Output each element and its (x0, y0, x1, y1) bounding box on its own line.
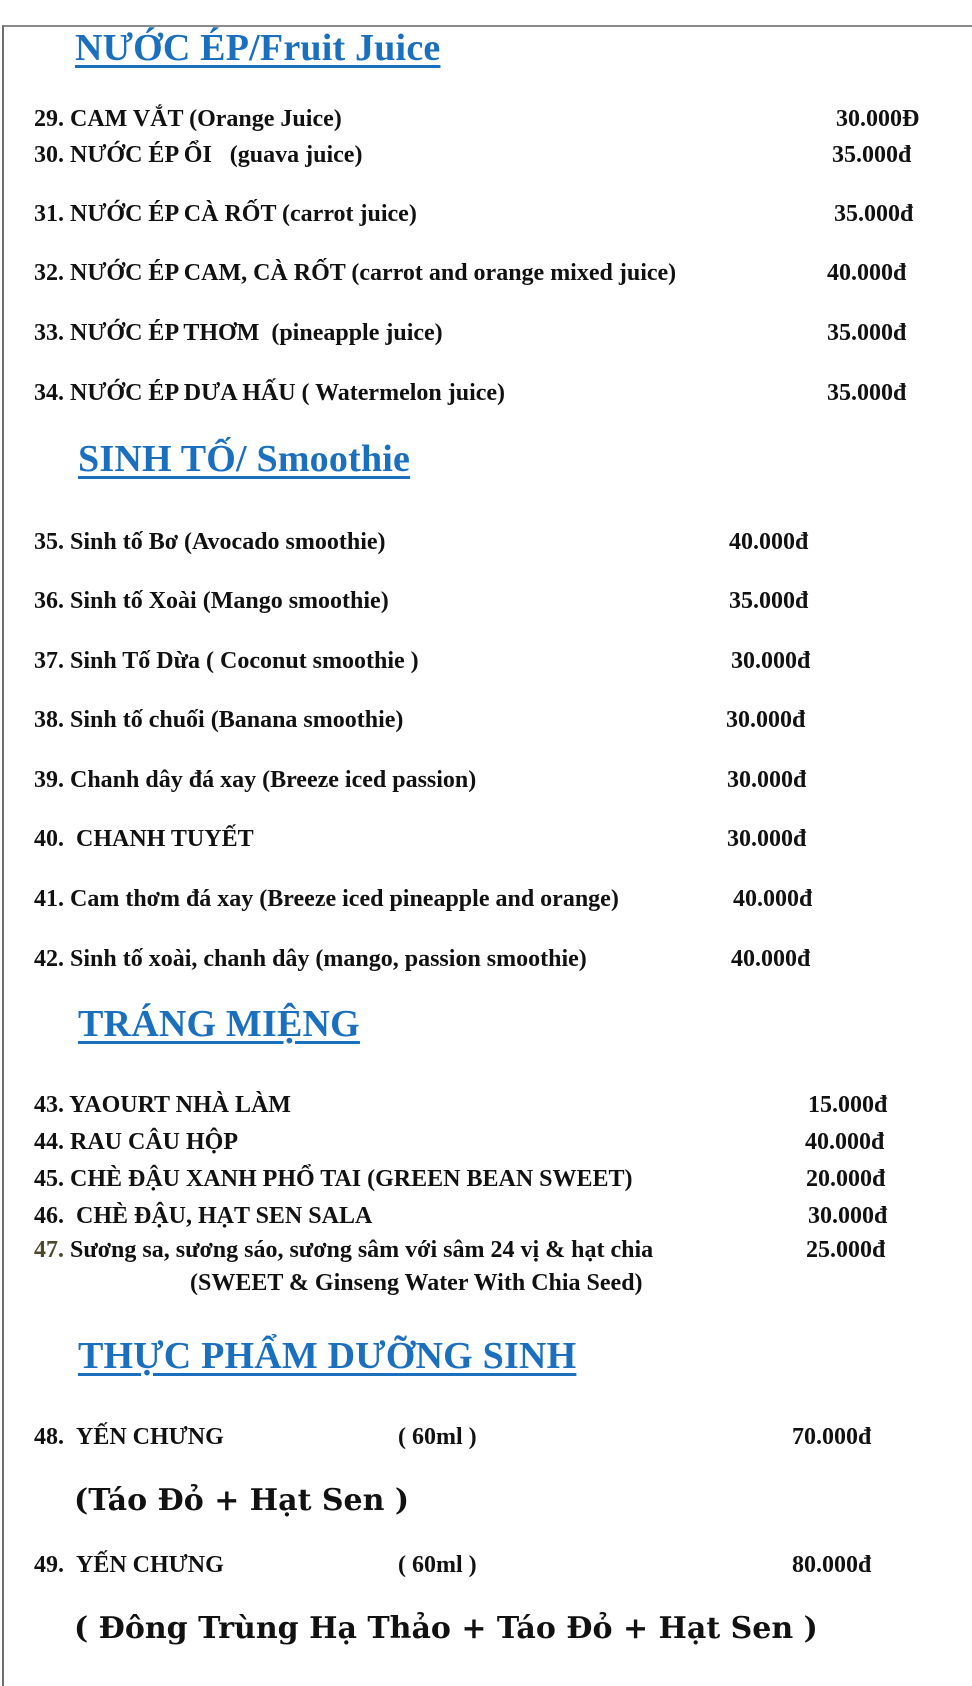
item-number: 46. (34, 1203, 64, 1229)
item-name: NƯỚC ÉP CAM, CÀ RỐT (carrot and orange mixed juice) (70, 260, 677, 286)
item-number: 29. (34, 106, 64, 132)
item-name: YẾN CHƯNG (76, 1424, 224, 1450)
menu-item-29 (34, 106, 342, 133)
item-price-47: 25.000đ (806, 1237, 886, 1263)
item-price-41: 40.000đ (733, 886, 813, 912)
item-price-31: 35.000đ (834, 201, 914, 227)
menu-item-49 (34, 1552, 224, 1579)
item-name: YAOURT NHÀ LÀM (69, 1092, 291, 1118)
item-name: Chanh dây đá xay (Breeze iced passion) (70, 767, 477, 793)
menu-item-33 (34, 320, 443, 347)
item-number: 49. (34, 1552, 64, 1578)
item-48-note: (Táo Đỏ + Hạt Sen ) (74, 1483, 410, 1518)
menu-item-46 (34, 1203, 372, 1230)
menu-item-43 (34, 1092, 291, 1119)
menu-item-44 (34, 1129, 238, 1156)
menu-item-38 (34, 707, 403, 734)
section-title-health-food: THỰC PHẨM DƯỠNG SINH (78, 1335, 577, 1377)
menu-item-47 (34, 1237, 653, 1264)
item-price-34: 35.000đ (827, 380, 907, 406)
menu-item-36 (34, 588, 389, 615)
item-number: 45. (34, 1166, 64, 1192)
item-name: Sinh tố Bơ (Avocado smoothie) (70, 529, 386, 555)
menu-item-35 (34, 529, 386, 556)
item-name: NƯỚC ÉP CÀ RỐT (carrot juice) (70, 201, 417, 227)
menu-item-41 (34, 886, 619, 913)
item-number: 37. (34, 648, 64, 674)
item-number: 41. (34, 886, 64, 912)
item-price-36: 35.000đ (729, 588, 809, 614)
item-number: 43. (34, 1092, 64, 1118)
item-number: 42. (34, 946, 64, 972)
item-number: 32. (34, 260, 64, 286)
item-number: 36. (34, 588, 64, 614)
item-price-43: 15.000đ (808, 1092, 888, 1118)
item-price-38: 30.000đ (726, 707, 806, 733)
item-price-30: 35.000đ (832, 142, 912, 168)
item-price-33: 35.000đ (827, 320, 907, 346)
item-49-size: ( 60ml ) (398, 1552, 477, 1578)
item-number: 40. (34, 826, 64, 852)
item-price-40: 30.000đ (727, 826, 807, 852)
item-number: 33. (34, 320, 64, 346)
item-price-32: 40.000đ (827, 260, 907, 286)
menu-item-48 (34, 1424, 224, 1451)
item-name: CHÈ ĐẬU XANH PHỔ TAI (GREEN BEAN SWEET) (70, 1166, 633, 1192)
item-47-subtitle: (SWEET & Ginseng Water With Chia Seed) (190, 1270, 643, 1296)
item-name: NƯỚC ÉP ỔI (guava juice) (70, 142, 363, 168)
item-number: 30. (34, 142, 64, 168)
item-price-48: 70.000đ (792, 1424, 872, 1450)
item-price-46: 30.000đ (808, 1203, 888, 1229)
menu-item-42 (34, 946, 587, 973)
item-name: Sương sa, sương sáo, sương sâm với sâm 24 vị & hạt chia (70, 1237, 654, 1263)
item-price-42: 40.000đ (731, 946, 811, 972)
item-price-45: 20.000đ (806, 1166, 886, 1192)
item-number: 34. (34, 380, 64, 406)
menu-item-37 (34, 648, 419, 675)
item-price-49: 80.000đ (792, 1552, 872, 1578)
menu-item-32 (34, 260, 676, 287)
item-name: Sinh tố xoài, chanh dây (mango, passion smoothie) (70, 946, 587, 972)
item-name: Sinh tố Xoài (Mango smoothie) (70, 588, 389, 614)
item-number: 38. (34, 707, 64, 733)
item-name: CHANH TUYẾT (70, 826, 254, 852)
item-name: YẾN CHƯNG (76, 1552, 224, 1578)
section-title-dessert: TRÁNG MIỆNG (78, 1003, 360, 1045)
item-price-35: 40.000đ (729, 529, 809, 555)
item-name: NƯỚC ÉP THƠM (pineapple juice) (70, 320, 443, 346)
item-name: Sinh Tố Dừa ( Coconut smoothie ) (70, 648, 419, 674)
item-number: 31. (34, 201, 64, 227)
item-number: 39. (34, 767, 64, 793)
item-number: 48. (34, 1424, 64, 1450)
menu-item-45 (34, 1166, 633, 1193)
item-name: Cam thơm đá xay (Breeze iced pineapple and orange) (70, 886, 619, 912)
item-price-39: 30.000đ (727, 767, 807, 793)
item-name: CAM VẮT (Orange Juice) (70, 106, 342, 132)
item-price-29: 30.000Đ (836, 106, 920, 132)
menu-item-30 (34, 142, 362, 169)
item-49-note: ( Đông Trùng Hạ Thảo + Táo Đỏ + Hạt Sen ) (74, 1611, 818, 1646)
item-48-size: ( 60ml ) (398, 1424, 477, 1450)
item-name: Sinh tố chuối (Banana smoothie) (70, 707, 404, 733)
section-title-fruit-juice: NƯỚC ÉP/Fruit Juice (75, 27, 441, 69)
item-name: RAU CÂU HỘP (70, 1129, 238, 1155)
item-name: NƯỚC ÉP DƯA HẤU ( Watermelon juice) (70, 380, 506, 406)
menu-item-40 (34, 826, 254, 853)
item-name: CHÈ ĐẬU, HẠT SEN SALA (70, 1203, 373, 1229)
menu-item-31 (34, 201, 417, 228)
item-number: 35. (34, 529, 64, 555)
item-price-37: 30.000đ (731, 648, 811, 674)
item-price-44: 40.000đ (805, 1129, 885, 1155)
item-number: 47. (34, 1237, 64, 1263)
menu-item-39 (34, 767, 476, 794)
menu-item-34 (34, 380, 505, 407)
item-number: 44. (34, 1129, 64, 1155)
section-title-smoothie: SINH TỐ/ Smoothie (78, 438, 411, 480)
